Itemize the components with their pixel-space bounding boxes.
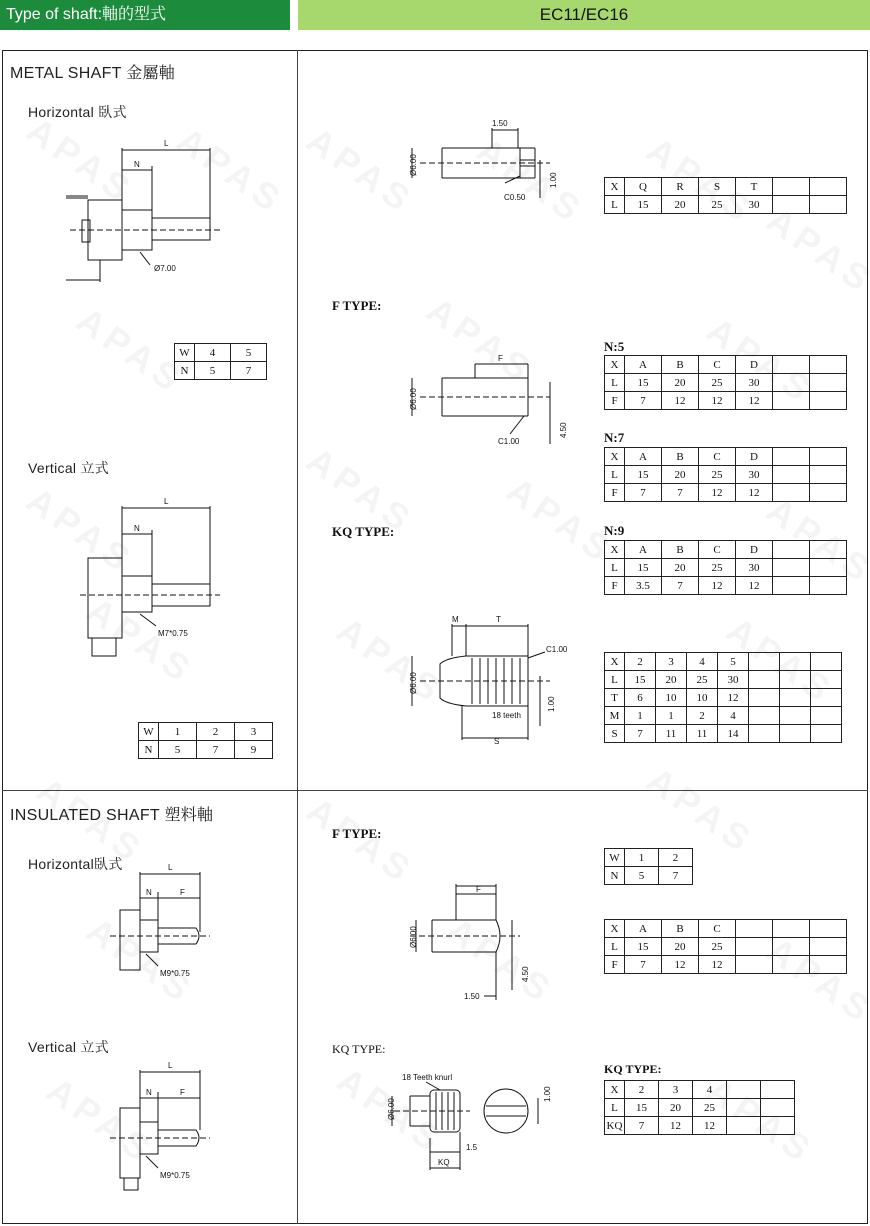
table-cell: 14	[718, 725, 749, 743]
table-cell: 7	[625, 484, 662, 502]
table-cell: 25	[693, 1099, 727, 1117]
table-cell: 12	[662, 392, 699, 410]
table-cell: 7	[197, 741, 235, 759]
metal-kq-dim-h: 1.00	[547, 696, 556, 712]
metal-horizontal-table	[174, 343, 267, 380]
ins-kq-table-label: KQ TYPE:	[604, 1062, 662, 1076]
table-cell: X	[605, 1081, 625, 1099]
metal-ftype-dim-c: C1.00	[498, 437, 520, 446]
metal-top-dim-h: 1.00	[549, 172, 558, 188]
table-cell	[773, 392, 810, 410]
table-row	[605, 559, 847, 577]
metal-vertical-table	[138, 722, 273, 759]
table-cell: C	[699, 356, 736, 374]
table-cell: 4	[687, 653, 718, 671]
table-cell: 12	[736, 577, 773, 595]
ins-kq-dim-d: Ø6.00	[387, 1098, 396, 1120]
table-cell	[780, 671, 811, 689]
table-row	[605, 671, 842, 689]
table-row	[605, 707, 842, 725]
table-cell	[773, 484, 810, 502]
metal-top-dim-w: 1.50	[492, 119, 508, 128]
table-cell	[749, 707, 780, 725]
table-cell: 7	[625, 392, 662, 410]
table-cell: F	[605, 956, 625, 974]
metal-ftype-dim-d: Ø6.00	[409, 388, 418, 410]
insulated-horizontal-drawing	[100, 862, 220, 987]
ins-v-dim-n: N	[146, 1088, 152, 1097]
table-row	[605, 392, 847, 410]
table-cell: 7	[662, 577, 699, 595]
table-cell: F	[605, 484, 625, 502]
table-cell: X	[605, 178, 625, 196]
table-cell	[773, 448, 810, 466]
table-cell	[761, 1081, 795, 1099]
table-row	[605, 867, 693, 885]
metal-v-dim-l: L	[164, 497, 169, 506]
table-row	[605, 1081, 795, 1099]
ins-ftype-label: F TYPE:	[332, 826, 382, 841]
metal-kq-table	[604, 652, 842, 743]
ins-ftype-dim-h: 4.50	[521, 966, 530, 982]
table-cell: 4	[195, 344, 231, 362]
table-cell	[810, 541, 847, 559]
table-row	[605, 956, 847, 974]
table-row	[605, 920, 847, 938]
table-cell: X	[605, 448, 625, 466]
table-cell: 25	[699, 938, 736, 956]
table-cell: C	[699, 920, 736, 938]
table-cell: 3.5	[625, 577, 662, 595]
ins-kq-dim-knurl: 18 Teeth knurl	[402, 1073, 453, 1082]
table-cell: A	[625, 541, 662, 559]
table-cell	[811, 725, 842, 743]
table-cell: L	[605, 374, 625, 392]
table-cell: L	[605, 1099, 625, 1117]
table-cell: 30	[718, 671, 749, 689]
table-cell: 12	[699, 484, 736, 502]
table-cell: 5	[625, 867, 659, 885]
table-cell	[780, 707, 811, 725]
metal-ftype-dim-h: 4.50	[559, 422, 568, 438]
table-cell: D	[736, 448, 773, 466]
table-cell: 15	[625, 1099, 659, 1117]
ins-kq-dim-w: 1.5	[466, 1143, 478, 1152]
table-cell: W	[605, 849, 625, 867]
table-cell: N	[175, 362, 195, 380]
table-cell: X	[605, 356, 625, 374]
table-cell	[761, 1099, 795, 1117]
table-cell	[727, 1117, 761, 1135]
table-cell: 30	[736, 374, 773, 392]
table-cell	[749, 689, 780, 707]
table-cell: 20	[662, 938, 699, 956]
table-cell: N	[139, 741, 159, 759]
table-cell: 12	[718, 689, 749, 707]
table-cell	[773, 356, 810, 374]
table-cell: 5	[231, 344, 267, 362]
insulated-vertical-label: Vertical 立式	[28, 1039, 110, 1055]
table-cell: A	[625, 448, 662, 466]
metal-kq-dim-m: M	[452, 615, 459, 624]
metal-n7-table	[604, 447, 847, 502]
table-cell: 1	[625, 707, 656, 725]
table-cell: 25	[699, 559, 736, 577]
ins-ftype-dim-d: Ø6.00	[409, 926, 418, 948]
table-cell: 12	[736, 484, 773, 502]
table-cell: 3	[659, 1081, 693, 1099]
table-row	[605, 653, 842, 671]
metal-top-dim-c: C0.50	[504, 193, 526, 202]
ins-v-dim-l: L	[168, 1061, 173, 1070]
table-cell: 6	[625, 689, 656, 707]
ins-kq-dim-kq: KQ	[438, 1158, 450, 1167]
table-cell: B	[662, 920, 699, 938]
table-row	[605, 356, 847, 374]
table-cell	[811, 653, 842, 671]
table-cell: 12	[699, 956, 736, 974]
table-cell	[810, 920, 847, 938]
table-cell: 15	[625, 938, 662, 956]
table-cell	[810, 484, 847, 502]
metal-n5-label: N:5	[604, 339, 625, 354]
table-cell	[810, 577, 847, 595]
table-cell: 20	[662, 196, 699, 214]
table-cell: N	[605, 867, 625, 885]
table-cell: C	[699, 448, 736, 466]
table-cell: 5	[718, 653, 749, 671]
metal-kq-dim-teeth: 18 teeth	[492, 711, 521, 720]
table-cell	[749, 671, 780, 689]
ins-h-dim-n: N	[146, 888, 152, 897]
table-cell: 12	[659, 1117, 693, 1135]
table-cell	[773, 559, 810, 577]
table-cell: 10	[656, 689, 687, 707]
table-cell: 30	[736, 466, 773, 484]
table-row	[605, 196, 847, 214]
table-cell: 30	[736, 196, 773, 214]
table-cell	[749, 725, 780, 743]
table-row	[605, 689, 842, 707]
metal-vertical-drawing	[80, 498, 230, 668]
table-row	[605, 178, 847, 196]
table-cell	[773, 178, 810, 196]
metal-n9-table	[604, 540, 847, 595]
table-cell: 25	[687, 671, 718, 689]
table-cell: 1	[159, 723, 197, 741]
table-cell	[736, 920, 773, 938]
metal-h-dim-dia: Ø7.00	[154, 264, 176, 273]
table-cell: 12	[693, 1117, 727, 1135]
table-cell	[811, 689, 842, 707]
metal-ftype-dim-f: F	[498, 354, 503, 363]
table-cell	[727, 1081, 761, 1099]
metal-ftype-label: F TYPE:	[332, 298, 382, 313]
table-cell	[749, 653, 780, 671]
table-cell: 1	[656, 707, 687, 725]
metal-v-dim-thread: M7*0.75	[158, 629, 188, 638]
metal-ftype-drawing	[400, 352, 570, 447]
table-cell: Q	[625, 178, 662, 196]
table-cell: 11	[687, 725, 718, 743]
table-cell	[810, 956, 847, 974]
metal-horizontal-drawing	[60, 140, 230, 290]
table-cell	[727, 1099, 761, 1117]
table-row	[605, 577, 847, 595]
table-row	[605, 725, 842, 743]
table-cell: 12	[699, 577, 736, 595]
table-cell: 12	[736, 392, 773, 410]
section-divider	[2, 790, 868, 791]
table-cell: 12	[662, 956, 699, 974]
insulated-shaft-title: INSULATED SHAFT 塑料軸	[10, 807, 214, 824]
table-cell: 9	[235, 741, 273, 759]
ins-wn-table	[604, 848, 693, 885]
table-row	[605, 374, 847, 392]
table-cell: R	[662, 178, 699, 196]
table-cell: 20	[662, 466, 699, 484]
table-cell: L	[605, 671, 625, 689]
insulated-kq-drawing	[380, 1068, 580, 1178]
metal-top-table	[604, 177, 847, 214]
table-cell: 15	[625, 374, 662, 392]
table-cell	[810, 178, 847, 196]
table-cell: A	[625, 356, 662, 374]
table-cell	[780, 725, 811, 743]
table-cell: X	[605, 541, 625, 559]
table-cell	[773, 196, 810, 214]
table-cell: 2	[625, 1081, 659, 1099]
table-cell: 20	[662, 374, 699, 392]
metal-kq-dim-s: S	[494, 737, 500, 746]
table-cell	[773, 938, 810, 956]
metal-shaft-title: METAL SHAFT 金屬軸	[10, 65, 176, 82]
table-cell: 15	[625, 196, 662, 214]
metal-kq-dim-d: Ø6.00	[409, 672, 418, 694]
metal-horizontal-label: Horizontal 臥式	[28, 104, 127, 120]
ins-v-dim-f: F	[180, 1088, 185, 1097]
table-row	[605, 541, 847, 559]
table-cell: KQ	[605, 1117, 625, 1135]
table-cell: C	[699, 541, 736, 559]
metal-vertical-label: Vertical 立式	[28, 460, 110, 476]
table-cell: X	[605, 653, 625, 671]
table-cell: 3	[656, 653, 687, 671]
table-cell	[810, 196, 847, 214]
table-cell: 12	[699, 392, 736, 410]
ins-h-dim-l: L	[168, 863, 173, 872]
table-cell: 11	[656, 725, 687, 743]
table-cell: 10	[687, 689, 718, 707]
table-cell: 2	[659, 849, 693, 867]
table-row	[605, 1099, 795, 1117]
table-cell: 2	[687, 707, 718, 725]
table-cell	[811, 707, 842, 725]
table-cell: A	[625, 920, 662, 938]
table-row	[605, 466, 847, 484]
metal-n7-label: N:7	[604, 430, 625, 445]
table-cell: S	[605, 725, 625, 743]
table-cell	[810, 559, 847, 577]
metal-n9-label: N:9	[604, 523, 625, 538]
metal-h-dim-l: L	[164, 139, 169, 148]
table-cell	[773, 374, 810, 392]
table-cell	[773, 920, 810, 938]
table-cell: 3	[235, 723, 273, 741]
metal-kq-label: KQ TYPE:	[332, 524, 395, 539]
ins-kq-dim-h: 1.00	[543, 1086, 552, 1102]
table-cell	[780, 689, 811, 707]
table-row	[605, 938, 847, 956]
table-cell: 4	[693, 1081, 727, 1099]
table-cell: 25	[699, 374, 736, 392]
ins-h-dim-f: F	[180, 888, 185, 897]
table-cell: 25	[699, 196, 736, 214]
table-cell: D	[736, 356, 773, 374]
header-model: EC11/EC16	[298, 0, 870, 30]
table-cell: B	[662, 448, 699, 466]
table-cell: S	[699, 178, 736, 196]
ins-ftype-dim-f: F	[476, 885, 481, 894]
table-cell	[773, 577, 810, 595]
table-cell: F	[605, 577, 625, 595]
table-cell: 7	[625, 725, 656, 743]
table-cell: W	[175, 344, 195, 362]
table-cell: 30	[736, 559, 773, 577]
table-cell: 20	[659, 1099, 693, 1117]
table-cell: L	[605, 466, 625, 484]
insulated-vertical-drawing	[100, 1060, 220, 1195]
metal-top-shaft-drawing	[400, 118, 570, 213]
table-cell: T	[605, 689, 625, 707]
table-cell	[811, 671, 842, 689]
metal-h-dim-n: N	[134, 160, 140, 169]
table-cell: L	[605, 559, 625, 577]
table-cell	[761, 1117, 795, 1135]
ins-ftype-dim-w: 1.50	[464, 992, 480, 1001]
table-cell: 4	[718, 707, 749, 725]
table-cell: 7	[662, 484, 699, 502]
table-cell	[810, 448, 847, 466]
table-cell	[773, 541, 810, 559]
table-cell: 2	[625, 653, 656, 671]
table-cell	[736, 956, 773, 974]
table-cell	[810, 938, 847, 956]
metal-v-dim-n: N	[134, 524, 140, 533]
table-cell: 15	[625, 559, 662, 577]
table-cell: 20	[662, 559, 699, 577]
table-cell: L	[605, 196, 625, 214]
metal-kq-dim-c: C1.00	[546, 645, 568, 654]
table-cell	[810, 392, 847, 410]
ins-kq-label: KQ TYPE:	[332, 1042, 386, 1056]
table-row	[175, 362, 267, 380]
table-cell: 2	[197, 723, 235, 741]
table-cell: 25	[699, 466, 736, 484]
table-cell	[810, 356, 847, 374]
table-cell: X	[605, 920, 625, 938]
table-cell: 7	[231, 362, 267, 380]
table-cell: 7	[625, 1117, 659, 1135]
column-divider	[297, 50, 298, 1224]
ins-h-dim-thread: M9*0.75	[160, 969, 190, 978]
table-cell: 20	[656, 671, 687, 689]
metal-kq-drawing	[400, 616, 590, 746]
table-cell: 1	[625, 849, 659, 867]
table-cell: W	[139, 723, 159, 741]
metal-n5-table	[604, 355, 847, 410]
table-row	[175, 344, 267, 362]
table-cell	[780, 653, 811, 671]
table-cell: 7	[625, 956, 662, 974]
table-cell: L	[605, 938, 625, 956]
table-cell: 5	[195, 362, 231, 380]
table-cell: 15	[625, 466, 662, 484]
metal-kq-dim-t: T	[496, 615, 501, 624]
ins-kq-table	[604, 1080, 795, 1135]
table-cell: 5	[159, 741, 197, 759]
table-row	[605, 484, 847, 502]
table-cell	[736, 938, 773, 956]
table-row	[605, 849, 693, 867]
table-cell: T	[736, 178, 773, 196]
insulated-ftype-drawing	[400, 880, 560, 1005]
table-row	[605, 448, 847, 466]
header-shaft-type: Type of shaft:軸的型式	[0, 0, 290, 30]
table-row	[139, 723, 273, 741]
table-row	[605, 1117, 795, 1135]
table-cell	[810, 374, 847, 392]
ins-v-dim-thread: M9*0.75	[160, 1171, 190, 1180]
table-cell: B	[662, 356, 699, 374]
table-cell: D	[736, 541, 773, 559]
insulated-horizontal-label: Horizontal臥式	[28, 856, 123, 872]
table-cell	[773, 956, 810, 974]
table-cell: 7	[659, 867, 693, 885]
table-row	[139, 741, 273, 759]
table-cell: 15	[625, 671, 656, 689]
table-cell	[773, 466, 810, 484]
table-cell: F	[605, 392, 625, 410]
table-cell: M	[605, 707, 625, 725]
table-cell	[810, 466, 847, 484]
table-cell: B	[662, 541, 699, 559]
ins-xlf-table	[604, 919, 847, 974]
metal-top-dim-d: Ø6.00	[409, 154, 418, 176]
